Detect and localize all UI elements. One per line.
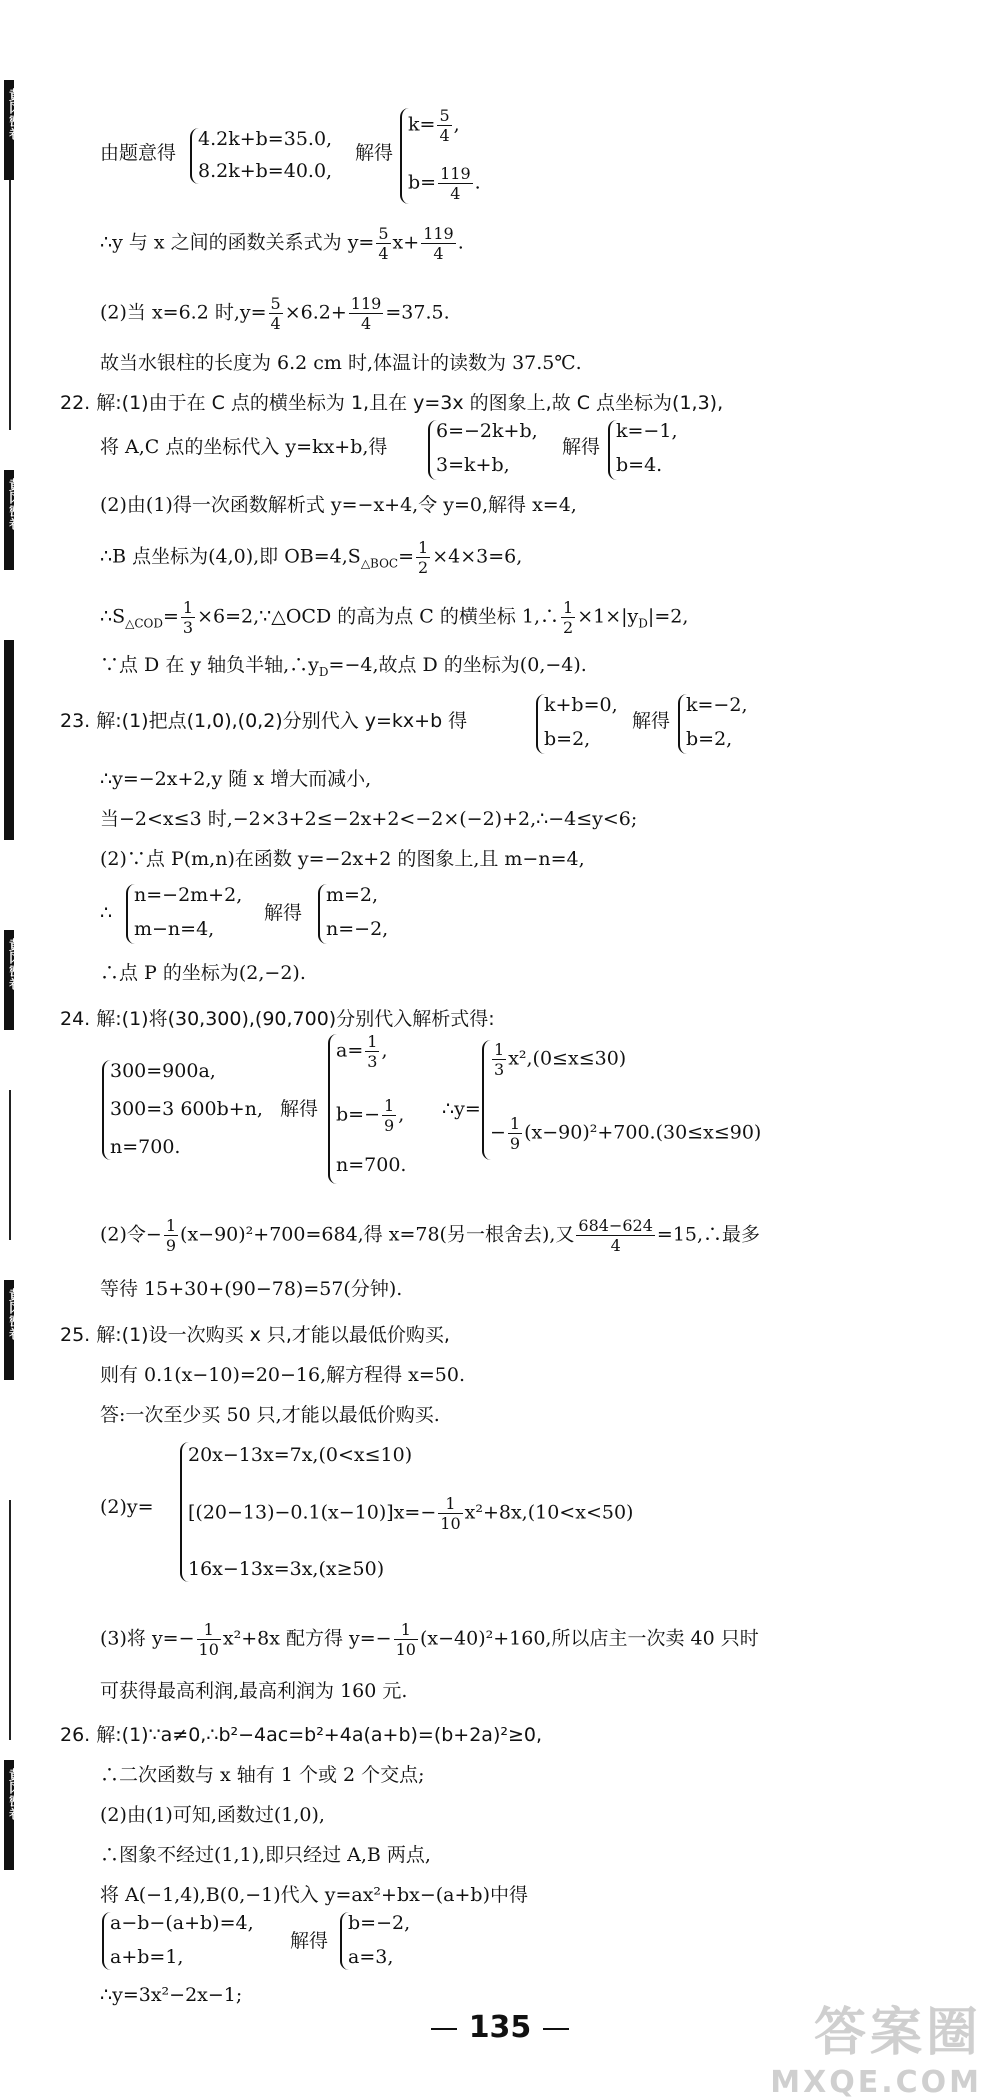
spine-label: 黄冈密卷 xyxy=(6,1768,21,1820)
equation: − $\frac{1}{9}$ (x−90)²+700.(30≤x≤90) xyxy=(490,1114,762,1153)
equation: k= $\frac{5}{4}$ , xyxy=(408,106,460,145)
text-line: 解得 xyxy=(290,1930,329,1952)
text-line: 解得 xyxy=(562,436,601,458)
equation: 8.2k+b=40.0, xyxy=(198,160,333,182)
fraction: $\frac{1}{10}$ xyxy=(198,1620,219,1659)
text-line: (2)令− $\frac{1}{9}$ (x−90)²+700=684,得 x=78(另一根舍去),又 $\frac{684-624}{4}$ =15,∴最多 xyxy=(100,1216,761,1255)
question-24: 24. 解:(1)将(30,300),(90,700)分别代入解析式得: xyxy=(60,1008,495,1030)
fraction: $\frac{1}{3}$ xyxy=(494,1040,505,1079)
fraction: $\frac{1}{3}$ xyxy=(367,1032,378,1071)
text-line: ∴ xyxy=(100,902,113,924)
equation: n=−2, xyxy=(326,918,389,940)
equation: k+b=0, xyxy=(544,694,618,716)
text-line: ∴y=3x²−2x−1; xyxy=(100,1984,243,2006)
text-line: 答:一次至少买 50 只,才能以最低价购买. xyxy=(100,1404,440,1426)
equation: k=−1, xyxy=(616,420,678,442)
text-line: (2)当 x=6.2 时,y= $\frac{5}{4}$ ×6.2+ $\frac{119}{4}$ =37.5. xyxy=(100,294,450,333)
text-line: 等待 15+30+(90−78)=57(分钟). xyxy=(100,1278,403,1300)
equation: 4.2k+b=35.0, xyxy=(198,128,333,150)
equation: a=3, xyxy=(348,1946,394,1968)
equation: 20x−13x=7x,(0<x≤10) xyxy=(188,1444,413,1466)
text-line: ∴二次函数与 x 轴有 1 个或 2 个交点; xyxy=(100,1764,425,1786)
text-line: ∴y 与 x 之间的函数关系式为 y= $\frac{5}{4}$ x+ $\frac{119}{4}$ . xyxy=(100,224,464,263)
equation: a+b=1, xyxy=(110,1946,184,1968)
equation: $\frac{1}{3}$ x²,(0≤x≤30) xyxy=(494,1040,627,1079)
fraction: $\frac{1}{9}$ xyxy=(384,1096,395,1135)
watermark-logo: 答案圈 xyxy=(813,2003,982,2063)
equation: 3=k+b, xyxy=(436,454,510,476)
fraction: $\frac{119}{4}$ xyxy=(440,164,471,203)
equation: b=2, xyxy=(544,728,591,750)
equation: n=−2m+2, xyxy=(134,884,243,906)
equation: a−b−(a+b)=4, xyxy=(110,1912,254,1934)
fraction: $\frac{5}{4}$ xyxy=(439,106,450,145)
equation: a= $\frac{1}{3}$ , xyxy=(336,1032,388,1071)
equation: 16x−13x=3x,(x≥50) xyxy=(188,1558,385,1580)
text-line: (2)由(1)可知,函数过(1,0), xyxy=(100,1804,325,1826)
equation: 6=−2k+b, xyxy=(436,420,538,442)
fraction: $\frac{119}{4}$ xyxy=(423,224,454,263)
text-line: 将 A,C 点的坐标代入 y=kx+b,得 xyxy=(100,436,388,458)
equation: b= $\frac{119}{4}$ . xyxy=(408,164,481,203)
text-line: (2)y= xyxy=(100,1496,154,1518)
text-line: 解得 xyxy=(355,142,394,164)
text-line: 解得 xyxy=(280,1098,319,1120)
watermark xyxy=(770,1990,982,2100)
equation: 300=900a, xyxy=(110,1060,216,1082)
fraction: $\frac{1}{2}$ xyxy=(563,598,574,637)
fraction: $\frac{1}{9}$ xyxy=(509,1114,521,1153)
fraction: $\frac{684-624}{4}$ xyxy=(578,1216,653,1255)
text-line: ∴y= xyxy=(442,1098,481,1120)
page-number: 135 xyxy=(0,2010,1000,2045)
question-25: 25. 解:(1)设一次购买 x 只,才能以最低价购买, xyxy=(60,1324,450,1346)
text-line: $\therefore S_{\triangle COD}=$ $\frac{1}{3}$ ×6=2,∵△OCD 的高为点 C 的横坐标 1,∴ $\frac{1}{2}$ $\times 1\times|y_D|=2$, xyxy=(100,598,689,637)
watermark-url: MXQE.COM xyxy=(770,2065,982,2100)
equation: n=700. xyxy=(110,1136,181,1158)
fraction: $\frac{1}{10}$ xyxy=(440,1494,461,1533)
equation: n=700. xyxy=(336,1154,407,1176)
spine-label: 黄冈密卷 xyxy=(6,938,21,990)
text-line: (3)将 y=− $\frac{1}{10}$ x²+8x 配方得 y=− $\frac{1}{10}$ (x−40)²+160,所以店主一次卖 40 只时 xyxy=(100,1620,759,1659)
equation: b=2, xyxy=(686,728,733,750)
question-23: 23. 解:(1)把点(1,0),(0,2)分别代入 y=kx+b 得 xyxy=(60,710,468,732)
equation: b=−2, xyxy=(348,1912,411,1934)
equation: m=2, xyxy=(326,884,379,906)
question-22: 22. 解:(1)由于在 C 点的横坐标为 1,且在 y=3x 的图象上,故 C 点坐标为(1,3), xyxy=(60,392,724,414)
text-line: 将 A(−1,4),B(0,−1)代入 y=ax²+bx−(a+b)中得 xyxy=(100,1884,528,1906)
text-line: 由题意得 xyxy=(100,142,177,164)
text-line: (2)由(1)得一次函数解析式 y=−x+4,令 y=0,解得 x=4, xyxy=(100,494,577,516)
text-line: 则有 0.1(x−10)=20−16,解方程得 x=50. xyxy=(100,1364,466,1386)
equation: b=4. xyxy=(616,454,663,476)
text-line: ∴B 点坐标为(4,0),即 $OB=4,S_{\triangle BOC}=$ $\frac{1}{2}$ ×4×3=6, xyxy=(100,538,523,577)
fraction: $\frac{1}{10}$ xyxy=(395,1620,416,1659)
fraction: $\frac{1}{2}$ xyxy=(418,538,429,577)
text-line: ∴图象不经过(1,1),即只经过 A,B 两点, xyxy=(100,1844,431,1866)
fraction: $\frac{1}{3}$ xyxy=(182,598,194,637)
spine-label: 黄冈密卷 xyxy=(6,1288,21,1340)
equation: m−n=4, xyxy=(134,918,215,940)
fraction: $\frac{5}{4}$ xyxy=(378,224,389,263)
text-line: 解得 xyxy=(632,710,671,732)
question-26: 26. 解:(1)∵a≠0,∴b²−4ac=b²+4a(a+b)=(b+2a)²≥0, xyxy=(60,1724,543,1746)
equation: [(20−13)−0.1(x−10)]x=− $\frac{1}{10}$ x²+8x,(10<x<50) xyxy=(188,1494,634,1533)
text-line: (2)∵点 P(m,n)在函数 y=−2x+2 的图象上,且 m−n=4, xyxy=(100,848,585,870)
text-line: 可获得最高利润,最高利润为 160 元. xyxy=(100,1680,408,1702)
spine-label: 黄冈密卷 xyxy=(6,478,21,530)
spine-label: 黄冈密卷 xyxy=(6,88,21,140)
text-line: ∵点 D 在 y 轴负半轴$,\therefore y_D=-4$,故点 D 的坐标为(0,−4). xyxy=(100,654,587,679)
equation: k=−2, xyxy=(686,694,748,716)
text-line: ∴y=−2x+2,y 随 x 增大而减小, xyxy=(100,768,372,790)
fraction: $\frac{5}{4}$ xyxy=(270,294,281,333)
equation: b=− $\frac{1}{9}$ , xyxy=(336,1096,405,1135)
text-line: 当−2<x≤3 时,−2×3+2≤−2x+2<−2×(−2)+2,∴−4≤y<6; xyxy=(100,808,638,830)
text-line: ∴点 P 的坐标为(2,−2). xyxy=(100,962,306,984)
fraction: $\frac{1}{9}$ xyxy=(165,1216,177,1255)
fraction: $\frac{119}{4}$ xyxy=(350,294,382,333)
equation: 300=3 600b+n, xyxy=(110,1098,263,1120)
text-line: 解得 xyxy=(264,902,303,924)
text-line: 故当水银柱的长度为 6.2 cm 时,体温计的读数为 37.5℃. xyxy=(100,352,582,374)
